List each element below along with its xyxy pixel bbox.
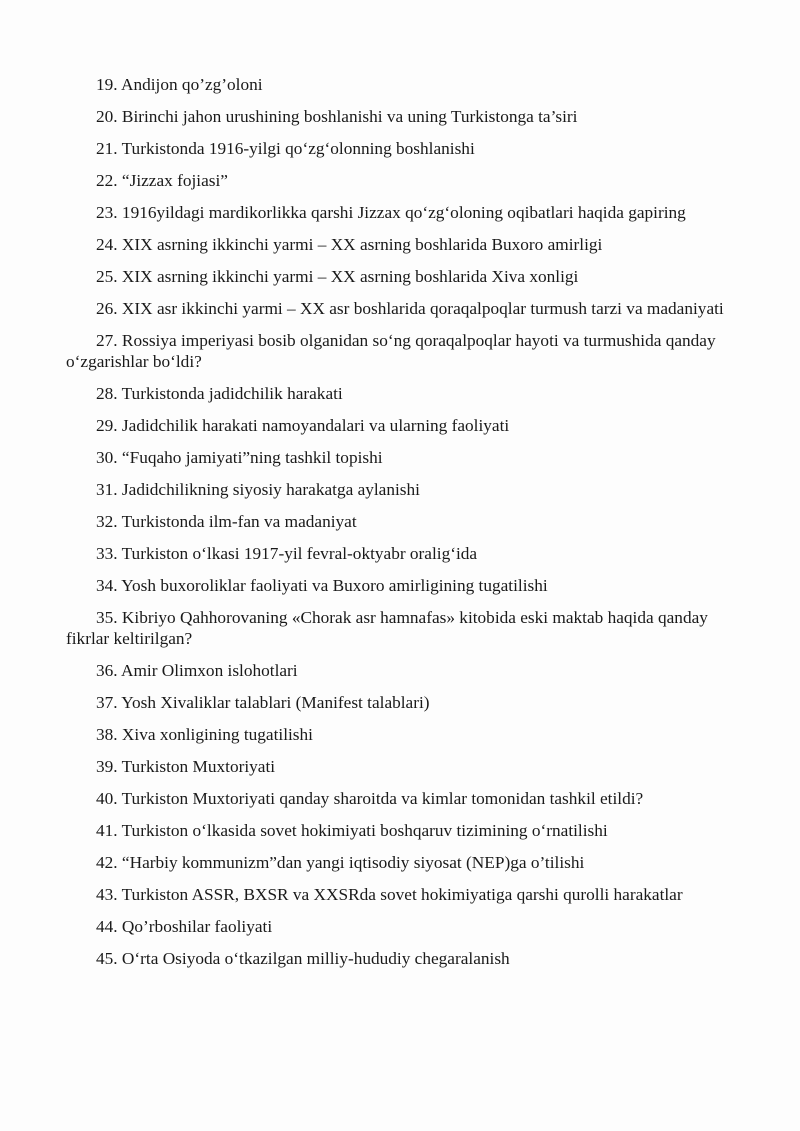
question-list [66, 74, 746, 980]
list-item: 44. Qo’rboshilar faoliyati [96, 917, 273, 936]
list-item: 25. XIX asrning ikkinchi yarmi – XX asrning boshlarida Xiva xonligi [96, 267, 579, 286]
list-item: 32. Turkistonda ilm-fan va madaniyat [96, 512, 357, 531]
list-item: 45. O‘rta Osiyoda o‘tkazilgan milliy-hududiy chegaralanish [96, 949, 510, 968]
list-item: 23. 1916yildagi mardikorlikka qarshi Jizzax qo‘zg‘oloning oqibatlari haqida gapiring [96, 203, 686, 222]
list-item: 31. Jadidchilikning siyosiy harakatga aylanishi [96, 480, 420, 499]
list-item: 40. Turkiston Muxtoriyati qanday sharoitda va kimlar tomonidan tashkil etildi? [96, 789, 644, 808]
list-item: 33. Turkiston o‘lkasi 1917-yil fevral-oktyabr oralig‘ida [96, 544, 478, 563]
list-item: 36. Amir Olimxon islohotlari [96, 661, 298, 680]
list-item: 42. “Harbiy kommunizm”dan yangi iqtisodiy siyosat (NEP)ga o’tilishi [96, 853, 585, 872]
list-item: 39. Turkiston Muxtoriyati [96, 757, 276, 776]
list-item: 20. Birinchi jahon urushining boshlanishi va uning Turkistonga ta’siri [96, 107, 578, 126]
list-item: 38. Xiva xonligining tugatilishi [96, 725, 313, 744]
list-item: 35. Kibriyo Qahhorovaning «Chorak asr hamnafas» kitobida eski maktab haqida qanday fikrlar keltirilgan? [66, 608, 708, 648]
list-item: 29. Jadidchilik harakati namoyandalari va ularning faoliyati [96, 416, 510, 435]
list-item: 37. Yosh Xivaliklar talablari (Manifest talablari) [96, 693, 430, 712]
list-item: 21. Turkistonda 1916-yilgi qo‘zg‘olonning boshlanishi [96, 139, 475, 158]
list-item: 26. XIX asr ikkinchi yarmi – XX asr boshlarida qoraqalpoqlar turmush tarzi va madaniyati [96, 299, 724, 318]
list-item: 41. Turkiston o‘lkasida sovet hokimiyati boshqaruv tizimining o‘rnatilishi [96, 821, 608, 840]
list-item: 27. Rossiya imperiyasi bosib olganidan so‘ng qoraqalpoqlar hayoti va turmushida qanday o‘zgarishlar bo‘ldi? [66, 331, 716, 371]
list-item: 19. Andijon qo’zg’oloni [96, 75, 263, 94]
list-item: 22. “Jizzax fojiasi” [96, 171, 228, 190]
list-item: 24. XIX asrning ikkinchi yarmi – XX asrning boshlarida Buxoro amirligi [96, 235, 603, 254]
list-item: 34. Yosh buxoroliklar faoliyati va Buxoro amirligining tugatilishi [96, 576, 548, 595]
list-item: 28. Turkistonda jadidchilik harakati [96, 384, 343, 403]
list-item: 43. Turkiston ASSR, BXSR va XXSRda sovet hokimiyatiga qarshi qurolli harakatlar [96, 885, 683, 904]
list-item: 30. “Fuqaho jamiyati”ning tashkil topishi [96, 448, 383, 467]
